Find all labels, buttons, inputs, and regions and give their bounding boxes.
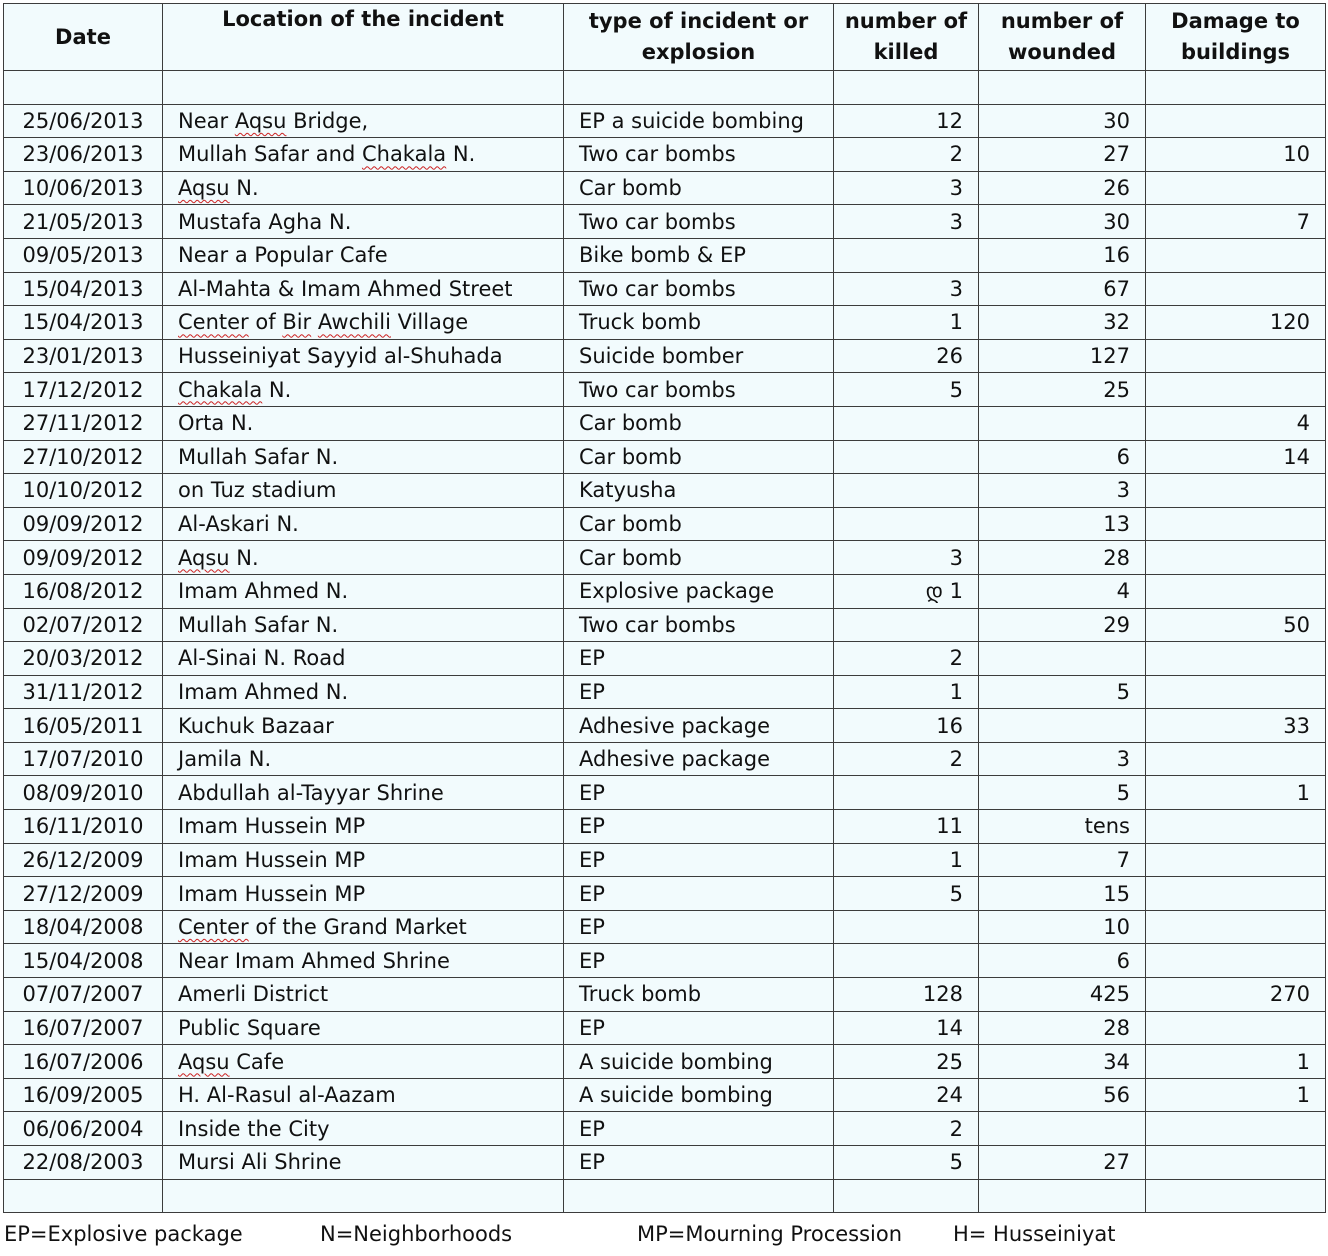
cell-type: A suicide bombing xyxy=(564,1045,834,1079)
cell-wounded: 15 xyxy=(979,877,1146,911)
cell-date: 15/04/2008 xyxy=(4,944,163,978)
cell-type: Adhesive package xyxy=(564,709,834,743)
cell-location: Mustafa Agha N. xyxy=(163,205,564,239)
legend-ep: EP=Explosive package xyxy=(4,1222,243,1246)
cell-date: 18/04/2008 xyxy=(4,910,163,944)
cell-location: Abdullah al-Tayyar Shrine xyxy=(163,776,564,810)
cell-killed: 5 xyxy=(834,1146,979,1180)
cell-wounded: 27 xyxy=(979,138,1146,172)
cell-type: Two car bombs xyxy=(564,272,834,306)
cell-wounded: 10 xyxy=(979,910,1146,944)
cell-wounded: 3 xyxy=(979,742,1146,776)
cell-killed: 1 xyxy=(834,843,979,877)
cell-killed: 3 xyxy=(834,541,979,575)
cell-date: 06/06/2004 xyxy=(4,1112,163,1146)
cell-damage xyxy=(1146,1011,1326,1045)
cell-date: 09/09/2012 xyxy=(4,507,163,541)
legend-n: N=Neighborhoods xyxy=(320,1222,513,1246)
cell-wounded xyxy=(979,406,1146,440)
cell-date xyxy=(4,1179,163,1213)
cell-location: Orta N. xyxy=(163,406,564,440)
table-row xyxy=(4,1078,1326,1112)
cell-killed xyxy=(834,71,979,105)
cell-type: Car bomb xyxy=(564,507,834,541)
cell-type: EP xyxy=(564,843,834,877)
cell-killed xyxy=(834,910,979,944)
cell-wounded: 5 xyxy=(979,776,1146,810)
table-row xyxy=(4,440,1326,474)
table-row xyxy=(4,978,1326,1012)
cell-location: H. Al-Rasul al-Aazam xyxy=(163,1078,564,1112)
cell-damage xyxy=(1146,541,1326,575)
cell-killed: 5 xyxy=(834,373,979,407)
cell-date: 17/07/2010 xyxy=(4,742,163,776)
legend xyxy=(3,1216,1325,1252)
cell-damage xyxy=(1146,171,1326,205)
cell-wounded: 28 xyxy=(979,1011,1146,1045)
legend-mp: MP=Mourning Procession xyxy=(637,1222,903,1246)
cell-wounded: 425 xyxy=(979,978,1146,1012)
cell-location: Aqsu N. xyxy=(163,171,564,205)
cell-type: EP xyxy=(564,1146,834,1180)
cell-damage xyxy=(1146,877,1326,911)
cell-wounded: 32 xyxy=(979,306,1146,340)
cell-wounded xyxy=(979,71,1146,105)
cell-killed: 2 xyxy=(834,138,979,172)
cell-type: EP xyxy=(564,944,834,978)
cell-date: 23/01/2013 xyxy=(4,339,163,373)
cell-type: Explosive package xyxy=(564,574,834,608)
cell-location: Public Square xyxy=(163,1011,564,1045)
cell-type: Two car bombs xyxy=(564,373,834,407)
cell-damage xyxy=(1146,810,1326,844)
cell-type: Car bomb xyxy=(564,406,834,440)
cell-location: Mursi Ali Shrine xyxy=(163,1146,564,1180)
cell-date: 23/06/2013 xyxy=(4,138,163,172)
cell-damage: 14 xyxy=(1146,440,1326,474)
cell-killed: 16 xyxy=(834,709,979,743)
cell-location: Inside the City xyxy=(163,1112,564,1146)
cell-type: Suicide bomber xyxy=(564,339,834,373)
cell-killed xyxy=(834,1179,979,1213)
cell-date: 27/12/2009 xyxy=(4,877,163,911)
cell-type: Two car bombs xyxy=(564,138,834,172)
cell-wounded: 13 xyxy=(979,507,1146,541)
cell-type: Adhesive package xyxy=(564,742,834,776)
cell-damage: 1 xyxy=(1146,1078,1326,1112)
cell-killed: 2 xyxy=(834,1112,979,1146)
cell-location: Jamila N. xyxy=(163,742,564,776)
table-row xyxy=(4,1011,1326,1045)
cell-date: 25/06/2013 xyxy=(4,104,163,138)
table-row xyxy=(4,608,1326,642)
cell-type: A suicide bombing xyxy=(564,1078,834,1112)
table-row xyxy=(4,1146,1326,1180)
cell-wounded: 6 xyxy=(979,944,1146,978)
cell-damage xyxy=(1146,272,1326,306)
cell-date: 09/09/2012 xyxy=(4,541,163,575)
cell-killed: დ 1 xyxy=(834,574,979,608)
cell-type: Katyusha xyxy=(564,474,834,508)
cell-wounded xyxy=(979,1179,1146,1213)
header-type: type of incident or explosion xyxy=(564,4,834,71)
cell-damage: 4 xyxy=(1146,406,1326,440)
cell-damage: 120 xyxy=(1146,306,1326,340)
cell-type: EP xyxy=(564,1011,834,1045)
cell-type: EP xyxy=(564,877,834,911)
cell-type: Truck bomb xyxy=(564,306,834,340)
cell-wounded: 7 xyxy=(979,843,1146,877)
cell-killed: 25 xyxy=(834,1045,979,1079)
cell-damage xyxy=(1146,843,1326,877)
table-row xyxy=(4,507,1326,541)
cell-date: 16/05/2011 xyxy=(4,709,163,743)
cell-damage xyxy=(1146,944,1326,978)
table-row xyxy=(4,474,1326,508)
table-row xyxy=(4,205,1326,239)
cell-damage: 33 xyxy=(1146,709,1326,743)
cell-date: 15/04/2013 xyxy=(4,272,163,306)
table-row xyxy=(4,877,1326,911)
cell-type: Truck bomb xyxy=(564,978,834,1012)
cell-killed: 26 xyxy=(834,339,979,373)
cell-killed xyxy=(834,776,979,810)
cell-wounded: 127 xyxy=(979,339,1146,373)
cell-date: 15/04/2013 xyxy=(4,306,163,340)
cell-wounded xyxy=(979,1112,1146,1146)
table-body xyxy=(4,71,1326,1213)
cell-date: 21/05/2013 xyxy=(4,205,163,239)
cell-location: Mullah Safar N. xyxy=(163,608,564,642)
table-row xyxy=(4,843,1326,877)
cell-damage xyxy=(1146,373,1326,407)
cell-date: 17/12/2012 xyxy=(4,373,163,407)
cell-wounded xyxy=(979,642,1146,676)
cell-damage xyxy=(1146,574,1326,608)
table-row xyxy=(4,709,1326,743)
cell-date: 16/07/2007 xyxy=(4,1011,163,1045)
table-row xyxy=(4,272,1326,306)
table-row xyxy=(4,541,1326,575)
table-row xyxy=(4,1112,1326,1146)
cell-damage: 270 xyxy=(1146,978,1326,1012)
cell-location: Near Aqsu Bridge, xyxy=(163,104,564,138)
table-row xyxy=(4,238,1326,272)
header-damage: Damage to buildings xyxy=(1146,4,1326,71)
cell-type: EP a suicide bombing xyxy=(564,104,834,138)
cell-damage: 1 xyxy=(1146,776,1326,810)
cell-type: Car bomb xyxy=(564,171,834,205)
cell-location: Al-Mahta & Imam Ahmed Street xyxy=(163,272,564,306)
cell-killed xyxy=(834,944,979,978)
cell-location: Al-Askari N. xyxy=(163,507,564,541)
cell-type: Two car bombs xyxy=(564,205,834,239)
cell-location: Imam Hussein MP xyxy=(163,877,564,911)
cell-wounded: 3 xyxy=(979,474,1146,508)
table-row xyxy=(4,71,1326,105)
cell-killed: 5 xyxy=(834,877,979,911)
cell-location: Imam Hussein MP xyxy=(163,843,564,877)
cell-type: EP xyxy=(564,776,834,810)
cell-damage xyxy=(1146,675,1326,709)
cell-type: EP xyxy=(564,1112,834,1146)
cell-killed: 2 xyxy=(834,742,979,776)
cell-date: 16/11/2010 xyxy=(4,810,163,844)
cell-killed xyxy=(834,238,979,272)
cell-location: Imam Hussein MP xyxy=(163,810,564,844)
cell-damage: 50 xyxy=(1146,608,1326,642)
cell-killed: 128 xyxy=(834,978,979,1012)
cell-wounded: 6 xyxy=(979,440,1146,474)
cell-damage xyxy=(1146,1112,1326,1146)
cell-wounded: 67 xyxy=(979,272,1146,306)
cell-wounded: 26 xyxy=(979,171,1146,205)
cell-type xyxy=(564,1179,834,1213)
cell-damage: 1 xyxy=(1146,1045,1326,1079)
cell-location: Near Imam Ahmed Shrine xyxy=(163,944,564,978)
cell-killed xyxy=(834,406,979,440)
cell-damage xyxy=(1146,742,1326,776)
cell-type: EP xyxy=(564,910,834,944)
table-row xyxy=(4,138,1326,172)
cell-killed: 14 xyxy=(834,1011,979,1045)
cell-location xyxy=(163,71,564,105)
cell-damage xyxy=(1146,507,1326,541)
cell-damage xyxy=(1146,1146,1326,1180)
table-row xyxy=(4,339,1326,373)
cell-location: Amerli District xyxy=(163,978,564,1012)
cell-type: EP xyxy=(564,675,834,709)
cell-damage xyxy=(1146,104,1326,138)
cell-type xyxy=(564,71,834,105)
table-row xyxy=(4,306,1326,340)
incidents-table xyxy=(3,3,1326,1213)
cell-location: Husseiniyat Sayyid al-Shuhada xyxy=(163,339,564,373)
cell-date: 22/08/2003 xyxy=(4,1146,163,1180)
cell-wounded: 56 xyxy=(979,1078,1146,1112)
cell-date: 16/07/2006 xyxy=(4,1045,163,1079)
cell-date: 26/12/2009 xyxy=(4,843,163,877)
cell-type: EP xyxy=(564,810,834,844)
cell-damage xyxy=(1146,474,1326,508)
cell-location: Imam Ahmed N. xyxy=(163,574,564,608)
cell-wounded: 28 xyxy=(979,541,1146,575)
cell-damage xyxy=(1146,1179,1326,1213)
cell-location: Chakala N. xyxy=(163,373,564,407)
cell-date xyxy=(4,71,163,105)
table-row xyxy=(4,373,1326,407)
cell-date: 09/05/2013 xyxy=(4,238,163,272)
cell-date: 07/07/2007 xyxy=(4,978,163,1012)
cell-damage xyxy=(1146,71,1326,105)
cell-location: on Tuz stadium xyxy=(163,474,564,508)
cell-wounded: 34 xyxy=(979,1045,1146,1079)
table-row xyxy=(4,944,1326,978)
legend-h: H= Husseiniyat xyxy=(953,1222,1116,1246)
table-row xyxy=(4,406,1326,440)
header-wounded: number of wounded xyxy=(979,4,1146,71)
cell-wounded: 30 xyxy=(979,104,1146,138)
cell-location: Aqsu N. xyxy=(163,541,564,575)
cell-killed xyxy=(834,440,979,474)
cell-wounded: 29 xyxy=(979,608,1146,642)
table-row xyxy=(4,171,1326,205)
cell-killed: 1 xyxy=(834,675,979,709)
cell-wounded: 5 xyxy=(979,675,1146,709)
cell-type: Car bomb xyxy=(564,440,834,474)
cell-wounded xyxy=(979,709,1146,743)
cell-damage xyxy=(1146,238,1326,272)
cell-type: EP xyxy=(564,642,834,676)
cell-location: Imam Ahmed N. xyxy=(163,675,564,709)
cell-wounded: 25 xyxy=(979,373,1146,407)
cell-location: Kuchuk Bazaar xyxy=(163,709,564,743)
cell-date: 08/09/2010 xyxy=(4,776,163,810)
cell-killed: 1 xyxy=(834,306,979,340)
cell-killed: 3 xyxy=(834,272,979,306)
table-row xyxy=(4,675,1326,709)
cell-type: Bike bomb & EP xyxy=(564,238,834,272)
header-date: Date xyxy=(4,4,163,71)
cell-date: 16/08/2012 xyxy=(4,574,163,608)
cell-date: 10/10/2012 xyxy=(4,474,163,508)
cell-date: 10/06/2013 xyxy=(4,171,163,205)
cell-type: Car bomb xyxy=(564,541,834,575)
cell-wounded: 30 xyxy=(979,205,1146,239)
cell-damage xyxy=(1146,642,1326,676)
cell-date: 27/10/2012 xyxy=(4,440,163,474)
cell-date: 31/11/2012 xyxy=(4,675,163,709)
cell-damage: 10 xyxy=(1146,138,1326,172)
cell-date: 16/09/2005 xyxy=(4,1078,163,1112)
cell-damage xyxy=(1146,339,1326,373)
cell-killed xyxy=(834,474,979,508)
table-header xyxy=(4,4,1326,71)
table-row xyxy=(4,642,1326,676)
cell-killed xyxy=(834,608,979,642)
table-row xyxy=(4,1179,1326,1213)
table-row xyxy=(4,910,1326,944)
cell-wounded: tens xyxy=(979,810,1146,844)
table-row xyxy=(4,776,1326,810)
table-row xyxy=(4,1045,1326,1079)
cell-killed: 2 xyxy=(834,642,979,676)
header-killed: number of killed xyxy=(834,4,979,71)
cell-killed: 3 xyxy=(834,171,979,205)
cell-wounded: 16 xyxy=(979,238,1146,272)
cell-killed: 24 xyxy=(834,1078,979,1112)
table-row xyxy=(4,742,1326,776)
table-row xyxy=(4,104,1326,138)
cell-damage xyxy=(1146,910,1326,944)
cell-location: Center of the Grand Market xyxy=(163,910,564,944)
cell-date: 20/03/2012 xyxy=(4,642,163,676)
cell-killed: 11 xyxy=(834,810,979,844)
cell-location: Near a Popular Cafe xyxy=(163,238,564,272)
cell-location: Mullah Safar N. xyxy=(163,440,564,474)
cell-killed: 3 xyxy=(834,205,979,239)
cell-type: Two car bombs xyxy=(564,608,834,642)
cell-date: 02/07/2012 xyxy=(4,608,163,642)
cell-date: 27/11/2012 xyxy=(4,406,163,440)
cell-wounded: 27 xyxy=(979,1146,1146,1180)
header-row xyxy=(4,4,1326,71)
cell-damage: 7 xyxy=(1146,205,1326,239)
cell-killed: 12 xyxy=(834,104,979,138)
table-row xyxy=(4,810,1326,844)
cell-wounded: 4 xyxy=(979,574,1146,608)
cell-location: Mullah Safar and Chakala N. xyxy=(163,138,564,172)
header-location: Location of the incident xyxy=(163,4,564,71)
cell-location: Al-Sinai N. Road xyxy=(163,642,564,676)
cell-killed xyxy=(834,507,979,541)
cell-location: Center of Bir Awchili Village xyxy=(163,306,564,340)
table-row xyxy=(4,574,1326,608)
cell-location: Aqsu Cafe xyxy=(163,1045,564,1079)
cell-location xyxy=(163,1179,564,1213)
